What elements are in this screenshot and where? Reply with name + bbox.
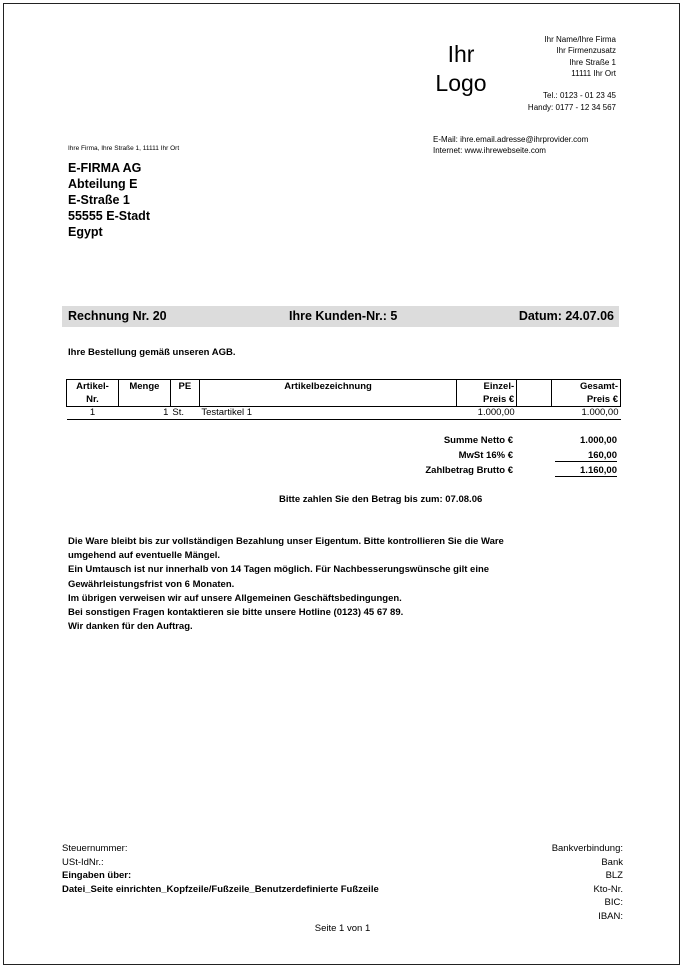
- terms-line: Ein Umtausch ist nur innerhalb von 14 Tagen möglich. Für Nachbesserungswünsche gilt eine: [68, 564, 490, 576]
- invoice-date: Datum: 24.07.06: [518, 309, 614, 323]
- return-address: Ihre Firma, Ihre Straße 1, 11111 Ihr Ort: [68, 145, 180, 152]
- invoice-number: Rechnung Nr. 20: [68, 309, 167, 323]
- input-via-label: Eingaben über:: [62, 870, 132, 881]
- vat-id-label: USt-IdNr.:: [62, 856, 104, 868]
- table-row: [67, 407, 621, 420]
- logo-line-1: Ihr: [447, 41, 475, 67]
- sender-contact: [433, 135, 588, 156]
- sender-spacer: [476, 79, 616, 90]
- col-spacer-header: [517, 380, 552, 407]
- items-table: [66, 379, 621, 420]
- header-text: Einzel-: [483, 381, 515, 392]
- header-text: Gesamt-: [579, 381, 618, 392]
- iban-label: IBAN:: [598, 910, 623, 922]
- col-unit-header: PE: [170, 380, 199, 407]
- vat-value: 160,00: [555, 450, 617, 462]
- customer-number: Ihre Kunden-Nr.: 5: [289, 309, 398, 323]
- terms-text: [68, 535, 598, 634]
- sender-line: Ihr Name/Ihre Firma: [544, 35, 616, 44]
- terms-line: Bei sonstigen Fragen kontaktieren sie bitte unsere Hotline (0123) 45 67 89.: [68, 607, 404, 619]
- terms-line: Die Ware bleibt bis zur vollständigen Bezahlung unser Eigentum. Bitte kontrollieren Sie die Ware: [68, 536, 504, 547]
- sender-website: Internet: www.ihrewebseite.com: [433, 145, 546, 155]
- cell-unit-price: 1.000,00: [457, 407, 517, 420]
- header-text: Nr.: [86, 394, 99, 405]
- footer-instructions: Datei_Seite einrichten_Kopfzeile/Fußzeile_Benutzerdefinierte Fußzeile: [62, 883, 379, 895]
- tax-number-label: Steuernummer:: [62, 843, 128, 854]
- sender-email: E-Mail: ihre.email.adresse@ihrprovider.com: [433, 135, 589, 144]
- bank-name-label: Bank: [601, 856, 623, 868]
- recipient-line: E-Straße 1: [68, 193, 130, 207]
- cell-spacer: [517, 407, 552, 420]
- header-text: Artikel-: [76, 381, 109, 392]
- totals-gross-row: [340, 464, 620, 479]
- col-unit-price-header: [457, 380, 517, 407]
- terms-line: Gewährleistungsfrist von 6 Monaten.: [68, 578, 235, 590]
- payment-due-line: Bitte zahlen Sie den Betrag bis zum: 07.08.06: [279, 494, 483, 505]
- gross-label: Zahlbetrag Brutto €: [425, 465, 513, 476]
- cell-qty: 1: [118, 407, 170, 420]
- cell-desc: Testartikel 1: [199, 407, 456, 420]
- net-value: 1.000,00: [580, 435, 617, 446]
- cell-article: 1: [67, 407, 119, 420]
- invoice-heading-bar: [62, 306, 619, 327]
- totals-block: [340, 434, 620, 479]
- bank-code-label: BLZ: [605, 870, 623, 881]
- recipient-address: [68, 160, 150, 240]
- gross-value: 1.160,00: [555, 465, 617, 477]
- table-header-row: [67, 380, 621, 407]
- header-text: Preis €: [586, 394, 618, 405]
- bic-label: BIC:: [604, 897, 623, 908]
- footer-left: [62, 842, 379, 896]
- cell-unit: St.: [170, 407, 199, 420]
- col-qty-header: Menge: [118, 380, 170, 407]
- sender-line: 11111 Ihr Ort: [571, 68, 616, 78]
- terms-line: umgehend auf eventuelle Mängel.: [68, 550, 221, 562]
- sender-address: [476, 34, 616, 113]
- header-text: Preis €: [482, 394, 515, 405]
- bank-heading: Bankverbindung:: [551, 843, 623, 854]
- account-number-label: Kto-Nr.: [593, 883, 623, 895]
- vat-label: MwSt 16% €: [458, 450, 513, 461]
- terms-line: Wir danken für den Auftrag.: [68, 621, 193, 633]
- logo-line-2: Logo: [435, 70, 487, 96]
- recipient-line: Abteilung E: [68, 177, 138, 191]
- net-label: Summe Netto €: [443, 435, 513, 446]
- page-number: Seite 1 von 1: [314, 923, 371, 934]
- recipient-line: 55555 E-Stadt: [68, 209, 150, 223]
- order-intro: Ihre Bestellung gemäß unseren AGB.: [68, 347, 236, 358]
- terms-line: Im übrigen verweisen wir auf unsere Allgemeinen Geschäftsbedingungen.: [68, 592, 402, 604]
- sender-phone: Tel.: 0123 - 01 23 45: [543, 91, 616, 101]
- sender-line: Ihr Firmenzusatz: [556, 46, 616, 56]
- cell-total: 1.000,00: [552, 407, 621, 420]
- recipient-line: Egypt: [68, 225, 103, 239]
- totals-net-row: [340, 434, 620, 449]
- col-desc-header: Artikelbezeichnung: [199, 380, 456, 407]
- col-article-header: [67, 380, 119, 407]
- footer-bank-details: [552, 842, 623, 923]
- col-total-header: [552, 380, 621, 407]
- totals-vat-row: [340, 449, 620, 464]
- sender-mobile: Handy: 0177 - 12 34 567: [527, 102, 616, 112]
- recipient-line: E-FIRMA AG: [68, 161, 142, 175]
- sender-line: Ihre Straße 1: [569, 57, 616, 67]
